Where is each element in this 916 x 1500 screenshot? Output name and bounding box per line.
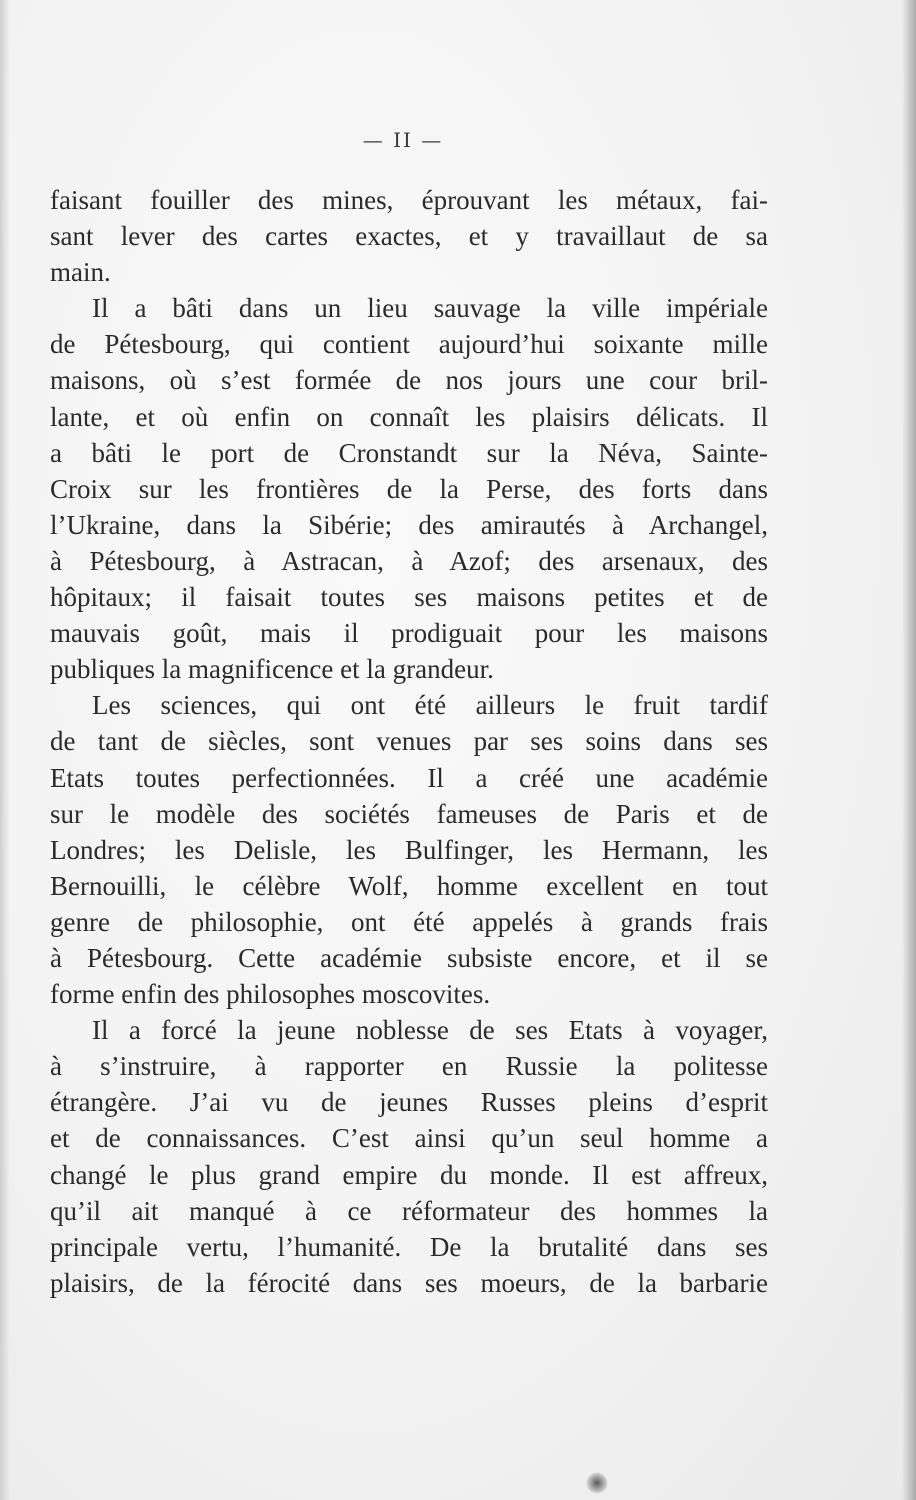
text-line: Il a bâti dans un lieu sauvage la ville impériale [92,293,768,324]
text-line: a bâti le port de Cronstandt sur la Néva, Sainte- [50,437,768,468]
text-line: hôpitaux; il faisait toutes ses maisons petites et de [50,582,768,613]
text-line: faisant fouiller des mines, éprouvant les métaux, fai- [50,185,768,215]
page-left-edge [0,0,10,1500]
body-text [50,182,768,1301]
text-line: l’Ukraine, dans la Sibérie; des amirautés à Archangel, [50,509,768,540]
text-line: et de connaissances. C’est ainsi qu’un seul homme a [50,1123,768,1154]
text-line: publiques la magnificence et la grandeur. [50,654,494,685]
text-line: Croix sur les frontières de la Perse, des forts dans [50,473,768,504]
text-line: maisons, où s’est formée de nos jours une cour bril- [50,365,768,396]
text-line: main. [50,257,111,288]
text-line: à Pétesbourg. Cette académie subsiste encore, et il se [50,942,768,973]
text-line: Les sciences, qui ont été ailleurs le fruit tardif [92,690,768,721]
text-line: à Pétesbourg, à Astracan, à Azof; des arsenaux, des [50,545,768,576]
text-line: Londres; les Delisle, les Bulfinger, les Hermann, les [50,834,768,865]
page-right-edge [902,0,916,1500]
text-line: Etats toutes perfectionnées. Il a créé une académie [50,762,768,793]
ink-blot [586,1472,608,1494]
text-line: qu’il ait manqué à ce réformateur des hommes la [50,1195,768,1226]
text-line: forme enfin des philosophes moscovites. [50,979,491,1010]
page-number: — II — [362,128,444,152]
text-line: genre de philosophie, ont été appelés à grands frais [50,906,768,937]
text-line: étrangère. J’ai vu de jeunes Russes pleins d’esprit [50,1087,768,1118]
text-line: à s’instruire, à rapporter en Russie la politesse [50,1051,768,1082]
text-line: Il a forcé la jeune noblesse de ses Etats à voyager, [92,1015,768,1046]
text-line: de tant de siècles, sont venues par ses soins dans ses [50,726,768,757]
text-line: principale vertu, l’humanité. De la brutalité dans ses [50,1231,768,1262]
text-line: plaisirs, de la férocité dans ses moeurs, de la barbarie [50,1267,768,1298]
text-line: changé le plus grand empire du monde. Il est affreux, [50,1159,768,1190]
text-line: lante, et où enfin on connaît les plaisirs délicats. Il [50,401,768,432]
text-line: de Pétesbourg, qui contient aujourd’hui soixante mille [50,329,768,360]
text-line: Bernouilli, le célèbre Wolf, homme excellent en tout [50,870,768,901]
text-line: sant lever des cartes exactes, et y travaillaut de sa [50,221,768,252]
text-line: sur le modèle des sociétés fameuses de Paris et de [50,798,768,829]
text-line: mauvais goût, mais il prodiguait pour les maisons [50,618,768,649]
